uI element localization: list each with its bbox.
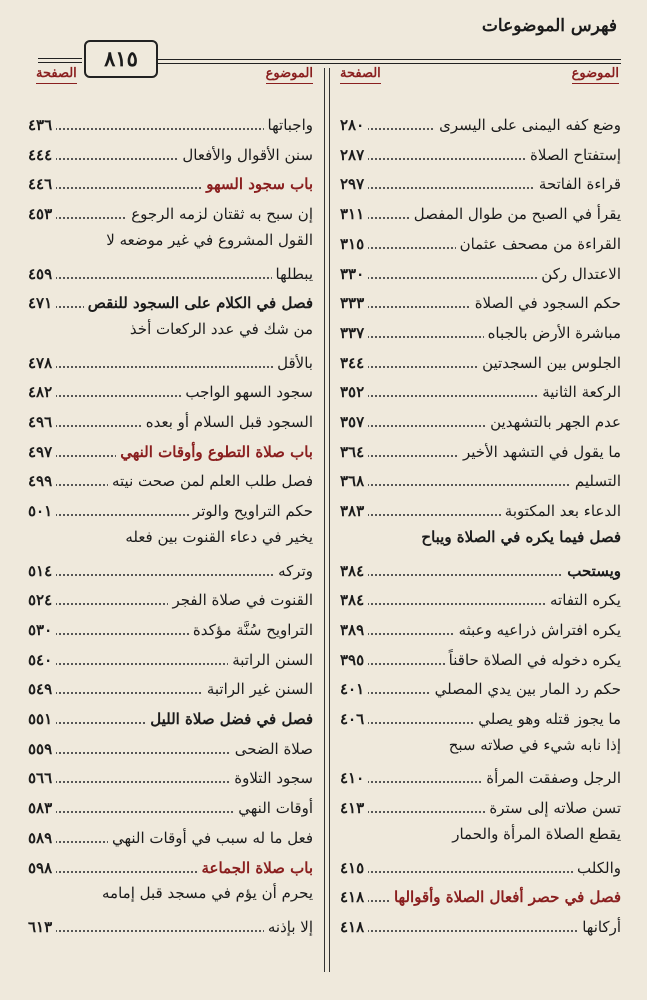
entry-title: وضع كفه اليمنى على اليسرى bbox=[435, 116, 621, 134]
entry-title: سجود السهو الواجب bbox=[181, 383, 313, 401]
entry-page-number: ٤٣٦ bbox=[28, 116, 56, 134]
header-rule bbox=[38, 62, 82, 63]
index-entry-line: يقطع الصلاة المرأة والحمار bbox=[452, 824, 621, 843]
entry-page-number: ٥٦٦ bbox=[28, 769, 56, 787]
index-entry bbox=[30, 763, 313, 791]
index-entry bbox=[342, 318, 621, 346]
entry-title: فصل طلب العلم لمن صحت نيته bbox=[108, 472, 313, 490]
entry-page-number: ٤٧٨ bbox=[28, 354, 56, 372]
entry-title: السجود قبل السلام أو بعده bbox=[142, 413, 313, 431]
entry-title: التراويح سُنَّة مؤكدة bbox=[189, 621, 313, 639]
entry-page-number: ٤٠١ bbox=[340, 680, 368, 698]
entry-title: يبطلها bbox=[272, 265, 313, 283]
index-entry bbox=[342, 496, 621, 524]
entry-page-number: ٣٨٩ bbox=[340, 621, 368, 639]
page-number: ٨١٥ bbox=[84, 40, 158, 78]
entry-title: باب صلاة الجماعة bbox=[197, 859, 313, 877]
index-entry bbox=[342, 882, 621, 910]
index-entry bbox=[342, 437, 621, 465]
entry-page-number: ٥٨٩ bbox=[28, 829, 56, 847]
entry-title: يكره افتراش ذراعيه وعبثه bbox=[455, 621, 621, 639]
left-topic-heading: الموضوع bbox=[266, 66, 313, 81]
entry-page-number: ٤١٣ bbox=[340, 799, 368, 817]
entry-title: الركعة الثانية bbox=[538, 383, 621, 401]
entry-title: والكلب bbox=[573, 859, 621, 877]
entry-page-number: ٣٦٨ bbox=[340, 472, 368, 490]
entry-page-number: ٤٠٦ bbox=[340, 710, 368, 728]
index-entry-line: فصل فيما يكره في الصلاة ويباح bbox=[421, 527, 621, 546]
entry-page-number: ٣٨٤ bbox=[340, 562, 368, 580]
column-divider bbox=[324, 68, 325, 972]
index-entry bbox=[342, 763, 621, 791]
entry-page-number: ٣٥٢ bbox=[340, 383, 368, 401]
entry-page-number: ٤٥٣ bbox=[28, 205, 56, 223]
index-entry bbox=[342, 645, 621, 673]
entry-page-number: ٤٨٢ bbox=[28, 383, 56, 401]
index-entry bbox=[342, 585, 621, 613]
entry-page-number: ٤٤٦ bbox=[28, 175, 56, 193]
entry-title: ما يقول في التشهد الأخير bbox=[459, 443, 621, 461]
entry-title: يكره التفاته bbox=[546, 591, 621, 609]
index-entry bbox=[342, 348, 621, 376]
index-entry bbox=[342, 793, 621, 821]
index-entry bbox=[30, 704, 313, 732]
index-entry bbox=[30, 169, 313, 197]
index-entry bbox=[30, 407, 313, 435]
entry-title: واجباتها bbox=[264, 116, 313, 134]
index-entry bbox=[342, 288, 621, 316]
index-entry bbox=[342, 466, 621, 494]
entry-title: فصل في الكلام على السجود للنقص bbox=[84, 294, 313, 312]
entry-title: سنن الأقوال والأفعال bbox=[178, 146, 313, 164]
page-header bbox=[28, 14, 621, 71]
index-entry bbox=[342, 377, 621, 405]
entry-page-number: ٥٤٩ bbox=[28, 680, 56, 698]
entry-title: التسليم bbox=[571, 472, 621, 490]
entry-page-number: ٣٣٣ bbox=[340, 294, 368, 312]
entry-title: السنن غير الراتبة bbox=[203, 680, 313, 698]
entry-page-number: ٣٣٧ bbox=[340, 324, 368, 342]
entry-page-number: ٤١٥ bbox=[340, 859, 368, 877]
entry-page-number: ٢٨٧ bbox=[340, 146, 368, 164]
entry-title: مباشرة الأرض بالجباه bbox=[484, 324, 621, 342]
index-entry bbox=[30, 437, 313, 465]
entry-title: وتركه bbox=[274, 562, 313, 580]
index-entry bbox=[342, 912, 621, 940]
entry-page-number: ٥٥٩ bbox=[28, 740, 56, 758]
entry-page-number: ٤٧١ bbox=[28, 294, 56, 312]
entry-page-number: ٤١٨ bbox=[340, 918, 368, 936]
entry-title: أركانها bbox=[578, 918, 621, 936]
entry-page-number: ٣٤٤ bbox=[340, 354, 368, 372]
header-title: فهرس الموضوعات bbox=[481, 16, 617, 36]
entry-title: فصل في فضل صلاة الليل bbox=[146, 710, 313, 728]
index-entry bbox=[30, 288, 313, 316]
index-entry bbox=[30, 585, 313, 613]
entry-title: باب سجود السهو bbox=[202, 175, 313, 193]
index-entry bbox=[30, 110, 313, 138]
entry-page-number: ٦١٣ bbox=[28, 918, 56, 936]
index-entry bbox=[30, 615, 313, 643]
index-entry bbox=[30, 853, 313, 881]
entry-title: باب صلاة التطوع وأوقات النهي bbox=[116, 443, 313, 461]
index-entry bbox=[342, 110, 621, 138]
entry-page-number: ٥٠١ bbox=[28, 502, 56, 520]
index-entry bbox=[30, 496, 313, 524]
entry-page-number: ٣٥٧ bbox=[340, 413, 368, 431]
entry-page-number: ٣٣٠ bbox=[340, 265, 368, 283]
entry-page-number: ٥١٤ bbox=[28, 562, 56, 580]
left-page-heading: الصفحة bbox=[36, 66, 77, 81]
entry-title: السنن الراتبة bbox=[228, 651, 313, 669]
entry-title: تسن صلاته إلى سترة bbox=[485, 799, 621, 817]
entry-page-number: ٤٥٩ bbox=[28, 265, 56, 283]
entry-title: بالأقل bbox=[273, 354, 313, 372]
entry-page-number: ٥٤٠ bbox=[28, 651, 56, 669]
entry-title: حكم التراويح والوتر bbox=[189, 502, 313, 520]
entry-page-number: ٤١٨ bbox=[340, 888, 368, 906]
leader-dots bbox=[30, 574, 313, 576]
index-entry bbox=[342, 556, 621, 584]
index-entry bbox=[342, 853, 621, 881]
entry-page-number: ٣٦٤ bbox=[340, 443, 368, 461]
leader-dots bbox=[30, 366, 313, 368]
entry-page-number: ٣٨٣ bbox=[340, 502, 368, 520]
entry-title: فعل ما له سبب في أوقات النهي bbox=[108, 829, 313, 847]
index-entry bbox=[342, 407, 621, 435]
entry-page-number: ٣٩٥ bbox=[340, 651, 368, 669]
entry-page-number: ٥٣٠ bbox=[28, 621, 56, 639]
entry-page-number: ٥٥١ bbox=[28, 710, 56, 728]
header-rule bbox=[156, 63, 621, 64]
entry-title: الاعتدال ركن bbox=[537, 265, 621, 283]
entry-page-number: ٣١١ bbox=[340, 205, 368, 223]
index-entry bbox=[342, 140, 621, 168]
index-entry bbox=[30, 199, 313, 227]
entry-page-number: ٥٢٤ bbox=[28, 591, 56, 609]
index-entry bbox=[30, 466, 313, 494]
index-entry-line: يحرم أن يؤم في مسجد قبل إمامه bbox=[102, 884, 313, 903]
entry-page-number: ٣٨٤ bbox=[340, 591, 368, 609]
index-entry bbox=[30, 377, 313, 405]
entry-title: القراءة من مصحف عثمان bbox=[456, 235, 621, 253]
header-rule bbox=[156, 59, 621, 60]
entry-page-number: ٥٩٨ bbox=[28, 859, 56, 877]
index-entry bbox=[30, 823, 313, 851]
entry-title: سجود التلاوة bbox=[230, 769, 313, 787]
entry-title: حكم رد المار بين يدي المصلي bbox=[431, 680, 621, 698]
entry-title: ما يجوز قتله وهو يصلي bbox=[474, 710, 621, 728]
index-entry bbox=[30, 645, 313, 673]
header-rule bbox=[38, 58, 82, 59]
index-entry bbox=[30, 556, 313, 584]
entry-title: الرجل وصفقت المرأة bbox=[482, 769, 621, 787]
entry-page-number: ٤٤٤ bbox=[28, 146, 56, 164]
index-entry bbox=[342, 169, 621, 197]
entry-page-number: ٢٨٠ bbox=[340, 116, 368, 134]
index-entry-line: إذا نابه شيء في صلاته سبح bbox=[448, 735, 621, 754]
index-entry-line: يخير في دعاء القنوت بين فعله bbox=[125, 527, 313, 546]
entry-page-number: ٤٩٧ bbox=[28, 443, 56, 461]
index-entry bbox=[30, 140, 313, 168]
entry-title: يقرأ في الصبح من طوال المفصل bbox=[410, 205, 621, 223]
entry-title: ويستحب bbox=[563, 562, 621, 580]
index-entry bbox=[342, 615, 621, 643]
entry-title: عدم الجهر بالتشهدين bbox=[486, 413, 621, 431]
entry-title: صلاة الضحى bbox=[231, 740, 313, 758]
index-entry bbox=[30, 912, 313, 940]
entry-title: الجلوس بين السجدتين bbox=[478, 354, 621, 372]
entry-title: إلا بإذنه bbox=[264, 918, 313, 936]
right-page-heading: الصفحة bbox=[340, 66, 381, 81]
entry-title: القنوت في صلاة الفجر bbox=[168, 591, 313, 609]
right-topic-heading: الموضوع bbox=[572, 66, 619, 81]
index-entry bbox=[30, 793, 313, 821]
index-entry-line: من شك في عدد الركعات أخذ bbox=[129, 319, 313, 338]
entry-page-number: ٤٩٩ bbox=[28, 472, 56, 490]
index-entry bbox=[342, 674, 621, 702]
entry-title: أوقات النهي bbox=[234, 799, 313, 817]
index-entry bbox=[30, 674, 313, 702]
entry-title: يكره دخوله في الصلاة حاقناً bbox=[445, 651, 621, 669]
entry-title: الدعاء بعد المكتوبة bbox=[501, 502, 621, 520]
entry-page-number: ٢٩٧ bbox=[340, 175, 368, 193]
entry-page-number: ٤١٠ bbox=[340, 769, 368, 787]
index-entry bbox=[342, 704, 621, 732]
index-entry bbox=[342, 199, 621, 227]
index-entry bbox=[30, 348, 313, 376]
index-entry bbox=[342, 229, 621, 257]
entry-page-number: ٤٩٦ bbox=[28, 413, 56, 431]
entry-title: إن سبح به ثقتان لزمه الرجوع bbox=[127, 205, 313, 223]
index-entry bbox=[30, 734, 313, 762]
index-entry bbox=[342, 259, 621, 287]
entry-title: حكم السجود في الصلاة bbox=[471, 294, 621, 312]
entry-title: فصل في حصر أفعال الصلاة وأقوالها bbox=[390, 888, 621, 906]
column-divider bbox=[329, 68, 330, 972]
entry-page-number: ٥٨٣ bbox=[28, 799, 56, 817]
entry-title: قراءة الفاتحة bbox=[535, 175, 621, 193]
entry-title: إستفتاح الصلاة bbox=[526, 146, 621, 164]
index-entry-line: القول المشروع في غير موضعه لا bbox=[106, 230, 313, 249]
entry-page-number: ٣١٥ bbox=[340, 235, 368, 253]
index-entry bbox=[30, 259, 313, 287]
